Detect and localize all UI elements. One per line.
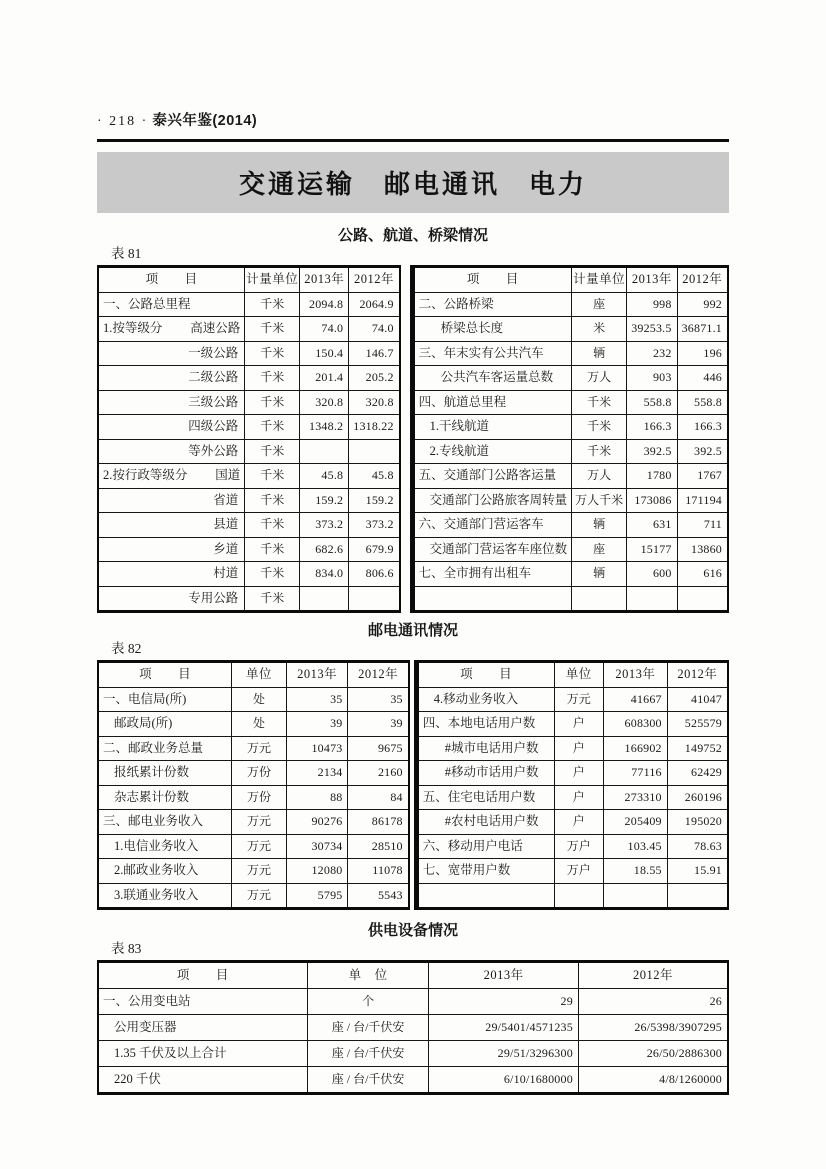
value-2013-cell: 12080 — [286, 859, 348, 884]
value-2013-cell: 558.8 — [627, 390, 677, 415]
value-2013-cell: 631 — [627, 513, 677, 538]
column-header: 2012年 — [349, 267, 400, 293]
table81-label: 表 81 — [111, 246, 142, 261]
item-cell: 公用变压器 — [98, 1015, 307, 1041]
unit-cell: 万元 — [232, 834, 287, 859]
value-2012-cell: 806.6 — [349, 562, 400, 587]
value-2013-cell: 373.2 — [300, 513, 349, 538]
item-cell: 专用公路 — [98, 586, 245, 612]
table-row — [416, 736, 728, 761]
table-row — [416, 687, 728, 712]
item-cell — [416, 883, 554, 909]
table-row — [412, 488, 728, 513]
table-row — [98, 785, 409, 810]
data-grid — [97, 660, 410, 910]
item-cell — [98, 317, 245, 342]
value-2012-cell: 15.91 — [667, 859, 728, 884]
column-header: 计量单位 — [245, 267, 300, 293]
value-2012-cell — [349, 439, 400, 464]
table81-title: 公路、航道、桥梁情况 — [337, 227, 488, 244]
column-header: 2013年 — [604, 662, 668, 688]
value-2013-cell: 18.55 — [604, 859, 668, 884]
item-cell: 三、年末实有公共汽车 — [412, 341, 572, 366]
unit-cell: 万人千米 — [572, 488, 627, 513]
value-2013-cell: 90276 — [286, 810, 348, 835]
item-cell: 三、邮电业务收入 — [98, 810, 232, 835]
table-row — [412, 292, 728, 317]
column-header: 2013年 — [627, 267, 677, 293]
unit-cell: 万元 — [232, 859, 287, 884]
column-header: 项 目 — [98, 962, 307, 989]
value-2013-cell — [300, 439, 349, 464]
value-2012-cell: 36871.1 — [677, 317, 728, 342]
table-row — [412, 439, 728, 464]
item-cell: 七、宽带用户数 — [416, 859, 554, 884]
value-2012-cell: 86178 — [348, 810, 409, 835]
column-header: 2012年 — [578, 962, 728, 989]
unit-cell: 座 / 台/千伏安 — [307, 1067, 429, 1094]
unit-cell: 户 — [554, 761, 604, 786]
table-row — [98, 317, 400, 342]
item-cell: #移动市话用户数 — [416, 761, 554, 786]
column-header: 单 位 — [307, 962, 429, 989]
column-header: 2012年 — [677, 267, 728, 293]
table-row — [416, 785, 728, 810]
value-2013-cell: 232 — [627, 341, 677, 366]
value-2013-cell: 834.0 — [300, 562, 349, 587]
item-cell: 五、交通部门公路客运量 — [412, 464, 572, 489]
value-2013-cell: 205409 — [604, 810, 668, 835]
item-cell: #农村电话用户数 — [416, 810, 554, 835]
value-2013-cell: 600 — [627, 562, 677, 587]
unit-cell: 万份 — [232, 785, 287, 810]
table-row — [98, 562, 400, 587]
table-row — [412, 562, 728, 587]
item-cell: 等外公路 — [98, 439, 245, 464]
value-2012-cell: 992 — [677, 292, 728, 317]
unit-cell: 万元 — [554, 687, 604, 712]
value-2013-cell: 88 — [286, 785, 348, 810]
unit-cell: 千米 — [245, 537, 300, 562]
value-2012-cell: 392.5 — [677, 439, 728, 464]
value-2012-cell: 78.63 — [667, 834, 728, 859]
table-row — [412, 464, 728, 489]
value-2012-cell: 13860 — [677, 537, 728, 562]
item-label: 2.按行政等级分 — [103, 468, 188, 483]
table81 — [97, 265, 729, 613]
value-2013-cell: 320.8 — [300, 390, 349, 415]
column-header: 项 目 — [412, 267, 572, 293]
table-row — [98, 859, 409, 884]
unit-cell: 座 — [572, 537, 627, 562]
table-row — [98, 712, 409, 737]
value-2012-cell: 166.3 — [677, 415, 728, 440]
item-cell: 六、交通部门营运客车 — [412, 513, 572, 538]
item-cell: 二、邮政业务总量 — [98, 736, 232, 761]
value-2012-cell: 446 — [677, 366, 728, 391]
value-2013-cell: 2094.8 — [300, 292, 349, 317]
item-cell: 四级公路 — [98, 415, 245, 440]
table-row — [412, 317, 728, 342]
table82-title: 邮电通讯情况 — [367, 622, 458, 639]
table-row — [416, 834, 728, 859]
unit-cell: 辆 — [572, 341, 627, 366]
value-2012-cell: 146.7 — [349, 341, 400, 366]
column-header: 计量单位 — [572, 267, 627, 293]
table-row — [98, 439, 400, 464]
unit-cell: 辆 — [572, 562, 627, 587]
table-row — [98, 586, 400, 612]
item-cell: 五、住宅电话用户数 — [416, 785, 554, 810]
table83-title: 供电设备情况 — [367, 922, 458, 939]
unit-cell: 千米 — [245, 464, 300, 489]
unit-cell: 处 — [232, 712, 287, 737]
unit-cell: 千米 — [245, 317, 300, 342]
value-2013-cell: 74.0 — [300, 317, 349, 342]
unit-cell: 千米 — [572, 439, 627, 464]
unit-cell: 万人 — [572, 464, 627, 489]
value-2013-cell: 2134 — [286, 761, 348, 786]
unit-cell: 座 / 台/千伏安 — [307, 1041, 429, 1067]
unit-cell: 万户 — [554, 834, 604, 859]
table-row — [98, 537, 400, 562]
value-2012-cell: 525579 — [667, 712, 728, 737]
table-row — [98, 464, 400, 489]
data-grid — [410, 265, 729, 613]
value-2012-cell: 196 — [677, 341, 728, 366]
table-row — [98, 292, 400, 317]
header-row — [98, 662, 409, 688]
unit-cell: 千米 — [245, 513, 300, 538]
value-2013-cell: 166.3 — [627, 415, 677, 440]
table83-label: 表 83 — [111, 941, 142, 956]
item-cell: 报纸累计份数 — [98, 761, 232, 786]
value-2013-cell: 150.4 — [300, 341, 349, 366]
item-cell: 二级公路 — [98, 366, 245, 391]
table-row — [416, 810, 728, 835]
unit-cell: 千米 — [245, 292, 300, 317]
value-2012-cell: 149752 — [667, 736, 728, 761]
column-header: 2013年 — [429, 962, 579, 989]
item-cell: 220 千伏 — [98, 1067, 307, 1094]
table-row — [412, 537, 728, 562]
value-2013-cell: 5795 — [286, 883, 348, 909]
data-grid — [97, 265, 401, 613]
value-2012-cell: 45.8 — [349, 464, 400, 489]
item-cell: 交通部门公路旅客周转量 — [412, 488, 572, 513]
value-2013-cell: 998 — [627, 292, 677, 317]
value-2013-cell — [300, 586, 349, 612]
table-row — [98, 810, 409, 835]
value-2012-cell: 1318.22 — [349, 415, 400, 440]
value-2013-cell: 173086 — [627, 488, 677, 513]
table83 — [97, 960, 729, 1095]
value-2013-cell — [604, 883, 668, 909]
item-cell: 1.电信业务收入 — [98, 834, 232, 859]
value-2013-cell: 29/51/3296300 — [429, 1041, 579, 1067]
unit-cell: 户 — [554, 712, 604, 737]
item-cell: 1.干线航道 — [412, 415, 572, 440]
value-2013-cell: 166902 — [604, 736, 668, 761]
item-cell: 一、公用变电站 — [98, 989, 307, 1015]
unit-cell: 辆 — [572, 513, 627, 538]
table82-label: 表 82 — [111, 641, 142, 656]
value-2013-cell: 39253.5 — [627, 317, 677, 342]
value-2012-cell: 74.0 — [349, 317, 400, 342]
book-title: 泰兴年鉴(2014) — [152, 113, 258, 129]
item-sublabel: 高速公路 — [190, 321, 241, 336]
value-2013-cell: 29 — [429, 989, 579, 1015]
item-cell: 四、本地电话用户数 — [416, 712, 554, 737]
table-row — [98, 989, 728, 1015]
value-2012-cell — [349, 586, 400, 612]
unit-cell: 个 — [307, 989, 429, 1015]
value-2013-cell: 1348.2 — [300, 415, 349, 440]
table-row — [416, 859, 728, 884]
table-row — [416, 712, 728, 737]
table-row — [98, 834, 409, 859]
item-cell: 村道 — [98, 562, 245, 587]
unit-cell: 千米 — [245, 415, 300, 440]
header-row — [98, 267, 400, 293]
value-2012-cell: 11078 — [348, 859, 409, 884]
table-row — [98, 736, 409, 761]
value-2012-cell: 195020 — [667, 810, 728, 835]
value-2013-cell: 273310 — [604, 785, 668, 810]
value-2013-cell: 41667 — [604, 687, 668, 712]
value-2012-cell: 39 — [348, 712, 409, 737]
value-2012-cell: 2064.9 — [349, 292, 400, 317]
unit-cell: 千米 — [572, 415, 627, 440]
table-row — [412, 513, 728, 538]
table-row — [98, 1015, 728, 1041]
item-cell: 2.邮政业务收入 — [98, 859, 232, 884]
data-grid — [414, 660, 729, 910]
item-cell — [98, 464, 245, 489]
unit-cell: 千米 — [572, 390, 627, 415]
item-cell: 乡道 — [98, 537, 245, 562]
column-header: 项 目 — [98, 267, 245, 293]
value-2013-cell: 39 — [286, 712, 348, 737]
item-cell: 公共汽车客运量总数 — [412, 366, 572, 391]
header-row — [98, 962, 728, 989]
table-row — [98, 1041, 728, 1067]
header-row — [412, 267, 728, 293]
unit-cell: 千米 — [245, 366, 300, 391]
value-2013-cell: 903 — [627, 366, 677, 391]
unit-cell: 万份 — [232, 761, 287, 786]
value-2012-cell: 205.2 — [349, 366, 400, 391]
unit-cell: 户 — [554, 785, 604, 810]
item-cell: 省道 — [98, 488, 245, 513]
table-row — [98, 415, 400, 440]
value-2012-cell: 558.8 — [677, 390, 728, 415]
unit-cell: 千米 — [245, 439, 300, 464]
unit-cell: 万元 — [232, 883, 287, 909]
value-2012-cell — [667, 883, 728, 909]
unit-cell: 千米 — [245, 586, 300, 612]
unit-cell: 万元 — [232, 810, 287, 835]
header-rule — [97, 139, 729, 142]
item-cell: 杂志累计份数 — [98, 785, 232, 810]
unit-cell: 座 / 台/千伏安 — [307, 1015, 429, 1041]
value-2012-cell: 711 — [677, 513, 728, 538]
item-cell: 桥梁总长度 — [412, 317, 572, 342]
column-header: 2013年 — [300, 267, 349, 293]
value-2012-cell: 2160 — [348, 761, 409, 786]
value-2012-cell: 5543 — [348, 883, 409, 909]
unit-cell — [572, 586, 627, 612]
value-2012-cell: 679.9 — [349, 537, 400, 562]
value-2013-cell: 392.5 — [627, 439, 677, 464]
item-cell: 二、公路桥梁 — [412, 292, 572, 317]
item-cell: 一、公路总里程 — [98, 292, 245, 317]
data-grid — [97, 960, 729, 1095]
table-row — [98, 513, 400, 538]
table-row — [416, 761, 728, 786]
item-label: 1.按等级分 — [103, 321, 163, 336]
table-row — [412, 366, 728, 391]
value-2012-cell: 84 — [348, 785, 409, 810]
unit-cell: 处 — [232, 687, 287, 712]
value-2012-cell: 616 — [677, 562, 728, 587]
item-cell: #城市电话用户数 — [416, 736, 554, 761]
item-cell: 七、全市拥有出租车 — [412, 562, 572, 587]
table-row — [98, 1067, 728, 1094]
chapter-title: 交通运输 邮电通讯 电力 — [238, 169, 587, 199]
value-2012-cell: 26/50/2886300 — [578, 1041, 728, 1067]
item-cell: 3.联通业务收入 — [98, 883, 232, 909]
item-cell: 2.专线航道 — [412, 439, 572, 464]
table-row — [98, 883, 409, 909]
item-cell — [412, 586, 572, 612]
value-2012-cell: 35 — [348, 687, 409, 712]
value-2012-cell: 1767 — [677, 464, 728, 489]
unit-cell: 户 — [554, 810, 604, 835]
unit-cell: 千米 — [245, 390, 300, 415]
page-header — [97, 112, 729, 131]
table-row — [412, 341, 728, 366]
unit-cell: 万元 — [232, 736, 287, 761]
value-2013-cell: 159.2 — [300, 488, 349, 513]
item-cell: 六、移动用户电话 — [416, 834, 554, 859]
column-header: 单位 — [232, 662, 287, 688]
unit-cell: 千米 — [245, 341, 300, 366]
value-2012-cell: 28510 — [348, 834, 409, 859]
value-2012-cell: 4/8/1260000 — [578, 1067, 728, 1094]
unit-cell: 米 — [572, 317, 627, 342]
value-2012-cell — [677, 586, 728, 612]
value-2012-cell: 373.2 — [349, 513, 400, 538]
column-header: 项 目 — [98, 662, 232, 688]
item-cell: 一级公路 — [98, 341, 245, 366]
value-2013-cell: 35 — [286, 687, 348, 712]
unit-cell — [554, 883, 604, 909]
item-cell: 交通部门营运客车座位数 — [412, 537, 572, 562]
item-sublabel: 国道 — [215, 468, 241, 483]
table-row — [412, 390, 728, 415]
item-cell: 三级公路 — [98, 390, 245, 415]
value-2012-cell: 159.2 — [349, 488, 400, 513]
value-2012-cell: 320.8 — [349, 390, 400, 415]
value-2012-cell: 26 — [578, 989, 728, 1015]
table-row — [98, 687, 409, 712]
value-2012-cell: 62429 — [667, 761, 728, 786]
unit-cell: 户 — [554, 736, 604, 761]
value-2013-cell — [627, 586, 677, 612]
value-2013-cell: 10473 — [286, 736, 348, 761]
value-2013-cell: 201.4 — [300, 366, 349, 391]
value-2013-cell: 6/10/1680000 — [429, 1067, 579, 1094]
table-row — [98, 341, 400, 366]
item-cell: 4.移动业务收入 — [416, 687, 554, 712]
table-row — [98, 366, 400, 391]
column-header: 2013年 — [286, 662, 348, 688]
item-cell: 邮政局(所) — [98, 712, 232, 737]
unit-cell: 千米 — [245, 562, 300, 587]
value-2013-cell: 45.8 — [300, 464, 349, 489]
value-2012-cell: 41047 — [667, 687, 728, 712]
value-2012-cell: 26/5398/3907295 — [578, 1015, 728, 1041]
item-cell: 四、航道总里程 — [412, 390, 572, 415]
value-2012-cell: 9675 — [348, 736, 409, 761]
table-row — [416, 883, 728, 909]
value-2013-cell: 682.6 — [300, 537, 349, 562]
page-number: · 218 · — [97, 114, 149, 129]
value-2012-cell: 171194 — [677, 488, 728, 513]
table-row — [412, 586, 728, 612]
item-cell: 一、电信局(所) — [98, 687, 232, 712]
value-2013-cell: 29/5401/4571235 — [429, 1015, 579, 1041]
value-2012-cell: 260196 — [667, 785, 728, 810]
value-2013-cell: 77116 — [604, 761, 668, 786]
value-2013-cell: 1780 — [627, 464, 677, 489]
column-header: 2012年 — [348, 662, 409, 688]
table-row — [98, 761, 409, 786]
header-row — [416, 662, 728, 688]
item-cell: 1.35 千伏及以上合计 — [98, 1041, 307, 1067]
value-2013-cell: 30734 — [286, 834, 348, 859]
value-2013-cell: 15177 — [627, 537, 677, 562]
unit-cell: 座 — [572, 292, 627, 317]
value-2013-cell: 103.45 — [604, 834, 668, 859]
column-header: 项 目 — [416, 662, 554, 688]
item-cell: 县道 — [98, 513, 245, 538]
column-header: 2012年 — [667, 662, 728, 688]
table-row — [98, 488, 400, 513]
unit-cell: 千米 — [245, 488, 300, 513]
table-row — [412, 415, 728, 440]
chapter-banner — [97, 152, 729, 213]
unit-cell: 万户 — [554, 859, 604, 884]
value-2013-cell: 608300 — [604, 712, 668, 737]
table-row — [98, 390, 400, 415]
column-header: 单位 — [554, 662, 604, 688]
table82 — [97, 660, 729, 910]
unit-cell: 万人 — [572, 366, 627, 391]
